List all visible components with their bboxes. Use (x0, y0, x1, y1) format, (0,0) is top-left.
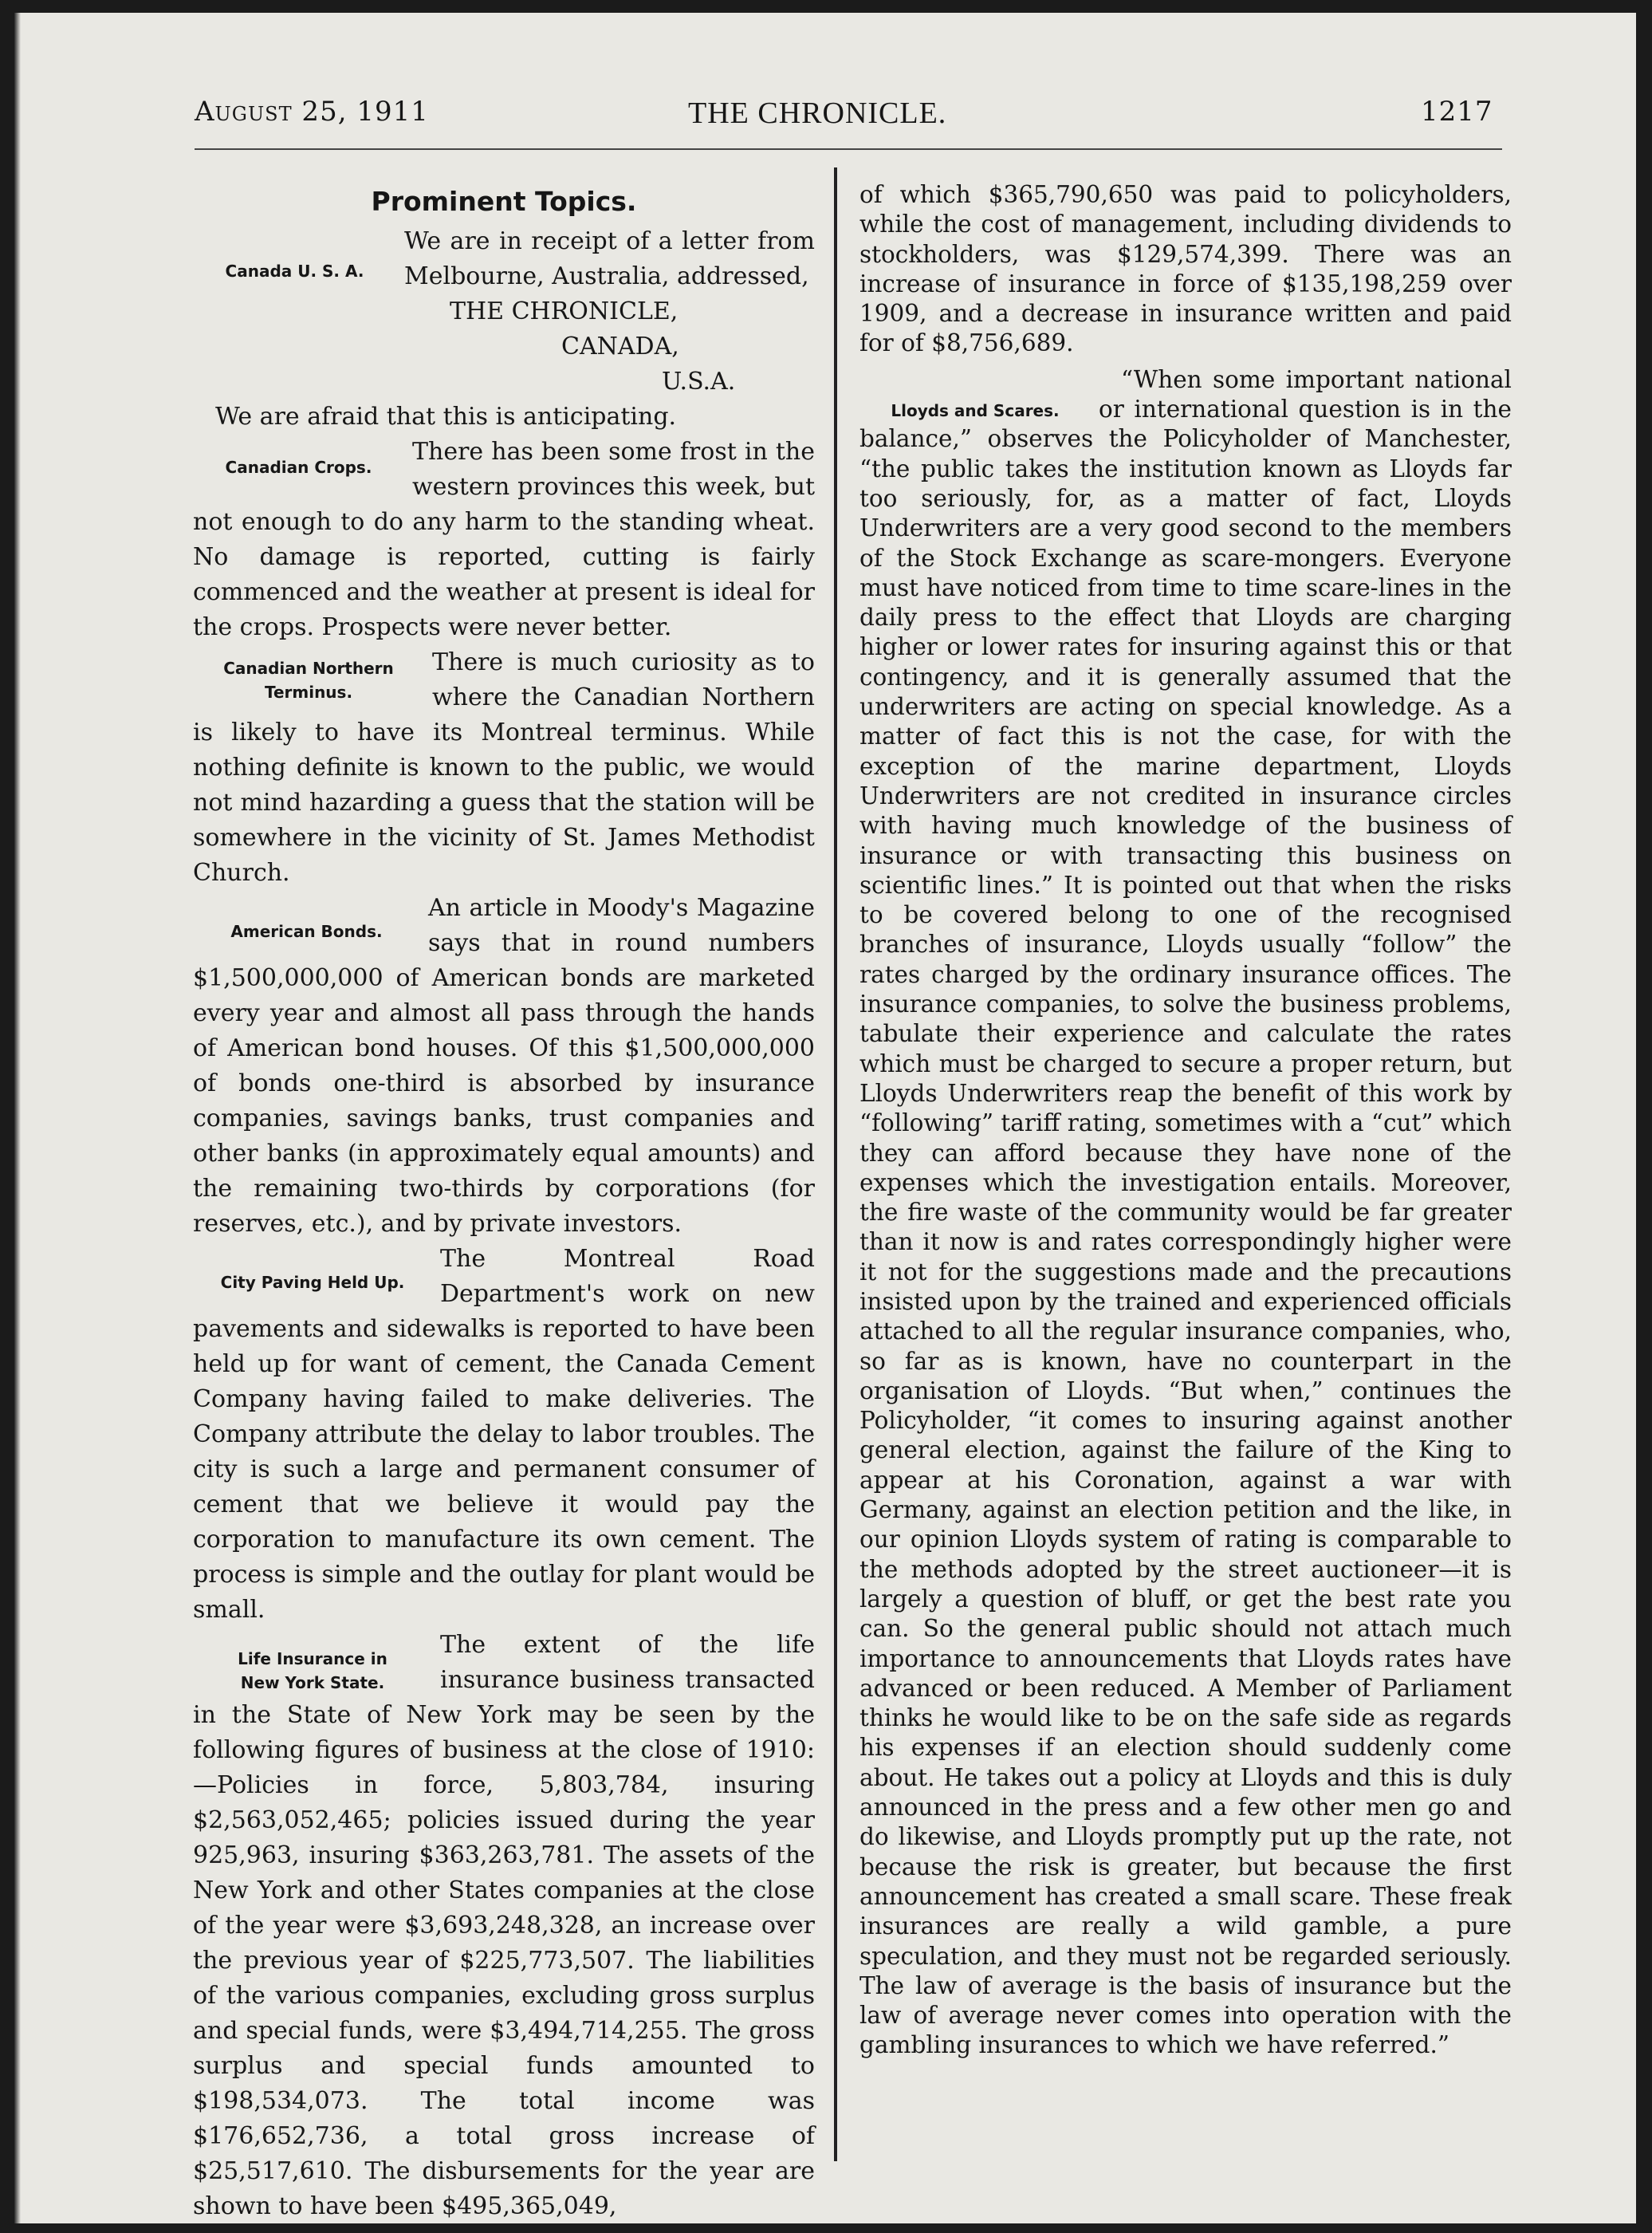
newspaper-page (14, 13, 1636, 2223)
paving-text: The Montreal Road Department's work on new pavements and sidewalks is reported to have been held up for want of cement, the Canada Cement Company having failed to make deliveries. The Company attribute the delay to labor troubles. The city is such a large and permanent consumer of cement that we believe it would pay the corporation to manufacture its own cement. The process is simple and the outlay for plant would be small. (193, 1245, 815, 1624)
right-column (859, 180, 1512, 2061)
side-head-life-insurance (193, 1647, 432, 1695)
header-rule (195, 148, 1502, 150)
side-head-lloyds-scares: Lloyds and Scares. (891, 400, 1060, 420)
side-head-canadian-northern-line-2: Terminus. (264, 683, 353, 702)
side-head-canadian-northern (193, 656, 424, 704)
item-american-bonds (193, 891, 815, 1242)
left-column (193, 184, 815, 2223)
side-head-american-bonds: American Bonds. (230, 922, 383, 941)
bonds-text: An article in Moody's Magazine says that in round numbers $1,500,000,000 of American bonds are marketed every year and almost all pass through the hands of American bond houses. Of this $1,500,000,000 of bonds one-third is absorbed by insurance companies, savings banks, trust companies and other banks (in approximately equal amounts) and the remaining two-thirds by corporations (for reserves, etc.), and by private investors. (193, 894, 815, 1238)
page-edge-shadow (14, 13, 21, 2223)
address-block (193, 294, 815, 400)
side-head-city-paving: City Paving Held Up. (220, 1273, 405, 1292)
address-line-3: U.S.A. (662, 368, 736, 396)
side-head-life-insurance-line-1: Life Insurance in (238, 1649, 387, 1668)
column-divider (834, 167, 837, 2161)
crops-text: There has been some frost in the western provinces this week, but not enough to do any harm to the standing wheat. No damage is reported, cutting is fairly commenced and the weather at present is ideal for the crops. Prospects were never better. (193, 438, 815, 641)
canada-usa-after: We are afraid that this is anticipating. (215, 403, 677, 431)
side-head-life-insurance-line-2: New York State. (240, 1673, 385, 1692)
publication-title: THE CHRONICLE. (688, 96, 947, 130)
page-number: 1217 (1421, 96, 1493, 128)
terminus-text: There is much curiosity as to where the Canadian Northern is likely to have its Montreal terminus. While nothing definite is known to the public, we would not mind hazarding a guess that the station will be somewhere in the vicinity of St. James Methodist Church. (193, 648, 815, 887)
item-city-paving (193, 1242, 815, 1628)
item-canadian-northern (193, 645, 815, 891)
side-head-canadian-northern-line-1: Canadian Northern (223, 659, 394, 678)
issue-date: August 25, 1911 (195, 96, 429, 128)
address-line-2: CANADA, (561, 333, 679, 360)
item-canada-usa (193, 224, 815, 435)
item-lloyds-scares (859, 365, 1512, 2061)
item-life-insurance (193, 1628, 815, 2223)
side-head-canada-usa: Canada U. S. A. (225, 262, 364, 281)
item-canadian-crops (193, 435, 815, 645)
lloyds-text: “When some important national or international question is in the balance,” observes the Policyholder of Manchester, “the public takes the institution known as Lloyds far too seriously, for, as a matter of fact, Lloyds Underwriters are a very good second to the members of the Stock Exchange as scare-mongers. Everyone must have noticed from time to time scare-lines in the daily press to the effect that Lloyds are charging higher or lower rates for insuring against this or that contingency, and it is generally assumed that the underwriters are acting on special knowledge. As a matter of fact this is not the case, for with the exception of the marine department, Lloyds Underwriters are not credited in insurance circles with having much knowledge of the business of insurance or with transacting this business on scientific lines.” It is pointed out that when the risks to be covered belong to one of the recognised branches of insurance, Lloyds usually “follow” the rates charged by the ordinary insurance offices. The insurance companies, to solve the business problems, tabulate their experience and calculate the rates which must be charged to secure a proper return, but Lloyds Underwriters reap the benefit of this work by “following” tariff rating, sometimes with a “cut” which they can afford because they have none of the expenses which the investigation entails. Moreover, the fire waste of the community would be far greater than it now is and rates correspondingly higher were it not for the suggestions made and the precautions insisted upon by the trained and experienced officials attached to all the regular insurance companies, who, so far as is known, have no counterpart in the organisation of Lloyds. “But when,” continues the Policyholder, “it comes to insuring against another general election, against the failure of the King to appear at his Coronation, against a war with Germany, against an election petition and the like, in our opinion Lloyds system of rating is comparable to the methods adopted by the street auctioneer—it is largely a question of bluff, or get the best rate you can. So the general public should not attach much importance to announcements that Lloyds rates have advanced or been reduced. A Member of Parliament thinks he would like to be on the safe side as regards his expenses if an election should suddenly come about. He takes out a policy at Lloyds and this is duly announced in the press and a few other men go and do likewise, and Lloyds promptly put up the rate, not because the risk is greater, but because the first announcement has created a small scare. These freak insurances are really a wild gamble, a pure speculation, and they must not be regarded seriously. The law of average is the basis of insurance but the law of average never comes into operation with the gambling insurances to which we have referred.” (859, 365, 1512, 2059)
life-insurance-text: The extent of the life insurance business transacted in the State of New York may be seen by the following figures of business at the close of 1910:—Policies in force, 5,803,784, insuring $2,563,052,465; policies issued during the year 925,963, insuring $363,263,781. The assets of the New York and other States companies at the close of the year were $3,693,248,328, an increase over the previous year of $225,773,507. The liabilities of the various companies, excluding gross surplus and special funds, were $3,494,714,255. The gross surplus and special funds amounted to $198,534,073. The total income was $176,652,736, a total gross increase of $25,517,610. The disbursements for the year are shown to have been $495,365,049, (193, 1631, 815, 2220)
side-head-canadian-crops: Canadian Crops. (225, 458, 372, 477)
canada-usa-text: We are in receipt of a letter from Melbourne, Australia, addressed, (404, 227, 815, 290)
life-insurance-continuation: of which $365,790,650 was paid to policyholders, while the cost of management, including dividends to stockholders, was $129,574,399. There was an increase of insurance in force of $135,198,259 over 1909, and a decrease in insurance written and paid for of $8,756,689. (859, 181, 1512, 357)
section-title: Prominent Topics. (371, 186, 637, 217)
address-line-1: THE CHRONICLE, (450, 297, 678, 325)
